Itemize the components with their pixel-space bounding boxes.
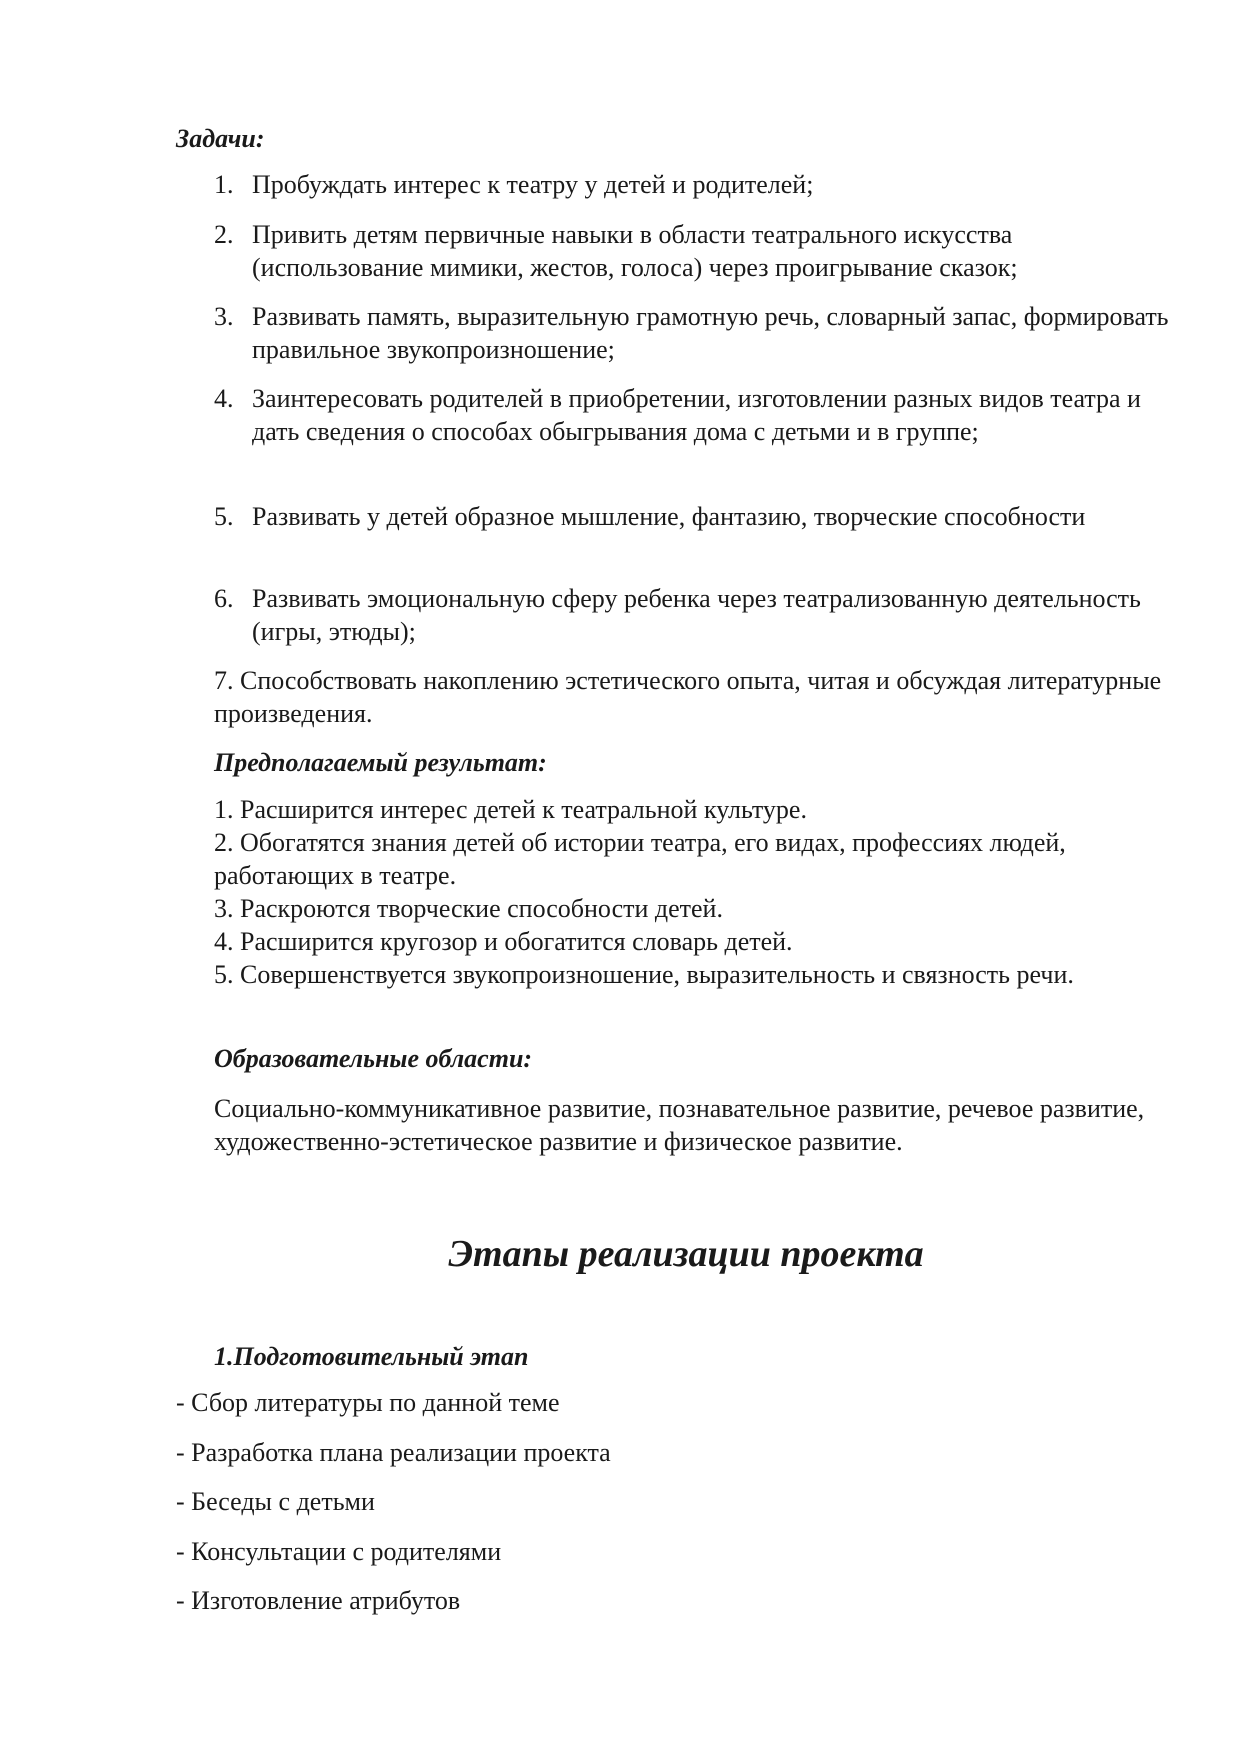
stages-title: Этапы реализации проекта bbox=[448, 1233, 924, 1275]
prep-stage-list bbox=[176, 1386, 1136, 1634]
prep-item: - Беседы с детьми bbox=[176, 1487, 375, 1516]
task-item bbox=[214, 168, 1174, 201]
prep-stage-heading: 1.Подготовительный этап bbox=[214, 1342, 529, 1371]
task-number: 3. bbox=[214, 302, 234, 331]
result-item: 4. Расширится кругозор и обогатится словарь детей. bbox=[214, 927, 793, 956]
results-list bbox=[214, 793, 1174, 991]
task-item bbox=[214, 300, 1174, 366]
task-text: Развивать память, выразительную грамотную речь, словарный запас, формировать правильное звукопроизношение; bbox=[252, 302, 1169, 364]
areas-heading: Образовательные области: bbox=[214, 1044, 533, 1073]
task-text: Пробуждать интерес к театру у детей и родителей; bbox=[252, 170, 814, 199]
areas-text: Социально-коммуникативное развитие, познавательное развитие, речевое развитие, художественно-эстетическое развитие и физическое развитие. bbox=[214, 1094, 1145, 1156]
task-text: Развивать у детей образное мышление, фантазию, творческие способности bbox=[252, 502, 1086, 531]
result-item: 5. Совершенствуется звукопроизношение, выразительность и связность речи. bbox=[214, 960, 1074, 989]
task-text: Привить детям первичные навыки в области театрального искусства (использование мимики, жестов, голоса) через проигрывание сказок; bbox=[252, 220, 1018, 282]
task-text: Развивать эмоциональную сферу ребенка через театрализованную деятельность (игры, этюды); bbox=[252, 584, 1141, 646]
prep-item: - Консультации с родителями bbox=[176, 1536, 502, 1566]
task-number: 4. bbox=[214, 384, 234, 413]
result-item: 1. Расширится интерес детей к театральной культуре. bbox=[214, 795, 807, 824]
prep-item: - Сбор литературы по данной теме bbox=[176, 1388, 560, 1417]
task-item bbox=[214, 382, 1174, 448]
result-item: 2. Обогатятся знания детей об истории театра, его видах, профессиях людей, работающих в театре. bbox=[214, 828, 1066, 890]
task-item bbox=[214, 500, 1174, 533]
task-number: 6. bbox=[214, 584, 234, 613]
results-heading: Предполагаемый результат: bbox=[214, 748, 547, 777]
task-item bbox=[214, 582, 1174, 648]
task-number: 2. bbox=[214, 220, 234, 249]
result-item: 3. Раскроются творческие способности детей. bbox=[214, 894, 723, 923]
tasks-heading: Задачи: bbox=[176, 124, 265, 153]
task-number: 5. bbox=[214, 502, 234, 531]
task-item-7: 7. Способствовать накоплению эстетического опыта, читая и обсуждая литературные произведения. bbox=[214, 666, 1162, 728]
task-item bbox=[214, 218, 1174, 284]
task-text: Заинтересовать родителей в приобретении, изготовлении разных видов театра и дать сведения о способах обыгрывания дома с детьми и в группе; bbox=[252, 384, 1141, 446]
task-number: 1. bbox=[214, 170, 234, 199]
prep-item: - Изготовление атрибутов bbox=[176, 1586, 461, 1615]
prep-item: - Разработка плана реализации проекта bbox=[176, 1437, 611, 1467]
